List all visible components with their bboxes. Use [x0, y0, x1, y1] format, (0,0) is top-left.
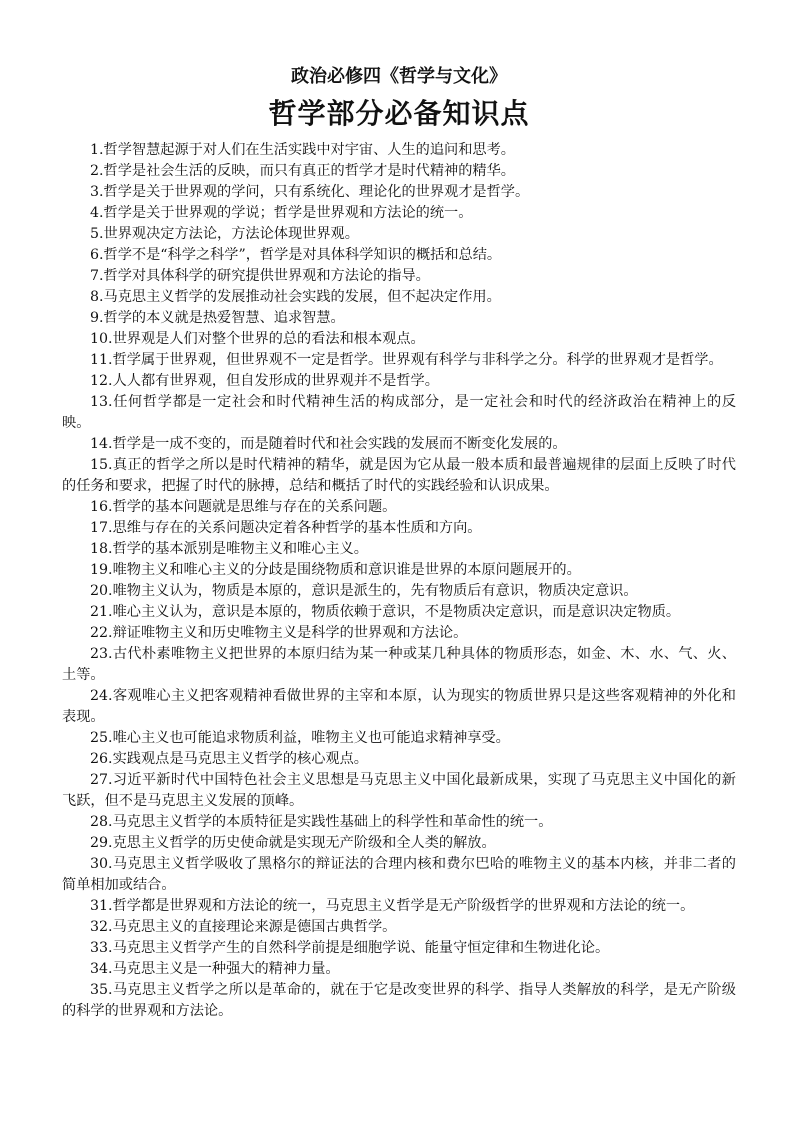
list-item: 19.唯物主义和唯心主义的分歧是围绕物质和意识谁是世界的本原问题展开的。 — [90, 562, 581, 578]
list-item: 7.哲学对具体科学的研究提供世界观和方法论的指导。 — [90, 268, 430, 284]
list-item: 35.马克思主义哲学之所以是革命的，就在于它是改变世界的科学、指导人类解放的科学，是无产阶级的科学的世界观和方法论。 — [62, 982, 736, 1019]
document-title: 哲学部分必备知识点 — [268, 97, 530, 130]
list-item: 31.哲学都是世界观和方法论的统一，马克思主义哲学是无产阶级哲学的世界观和方法论的统一。 — [90, 898, 695, 914]
list-item: 23.古代朴素唯物主义把世界的本原归结为某一种或某几种具体的物质形态，如金、木、水、气、火、土等。 — [62, 646, 736, 683]
list-item: 1.哲学智慧起源于对人们在生活实践中对宇宙、人生的追问和思考。 — [90, 142, 515, 158]
list-item: 18.哲学的基本派别是唯物主义和唯心主义。 — [90, 541, 368, 557]
list-item: 24.客观唯心主义把客观精神看做世界的主宰和本原，认为现实的物质世界只是这些客观精神的外化和表现。 — [62, 688, 736, 725]
list-item: 2.哲学是社会生活的反映，而只有真正的哲学才是时代精神的精华。 — [90, 163, 515, 179]
list-item: 20.唯物主义认为，物质是本原的，意识是派生的，先有物质后有意识，物质决定意识。 — [90, 583, 638, 599]
list-item: 17.思维与存在的关系问题决定着各种哲学的基本性质和方向。 — [90, 520, 482, 536]
list-item: 12.人人都有世界观，但自发形成的世界观并不是哲学。 — [90, 373, 439, 389]
list-item: 11.哲学属于世界观，但世界观不一定是哲学。世界观有科学与非科学之分。科学的世界观才是哲学。 — [90, 352, 723, 368]
list-item: 25.唯心主义也可能追求物质利益，唯物主义也可能追求精神享受。 — [90, 730, 510, 746]
document-page — [62, 64, 736, 1022]
list-item: 28.马克思主义哲学的本质特征是实践性基础上的科学性和革命性的统一。 — [90, 814, 553, 830]
list-item: 21.唯心主义认为，意识是本原的，物质依赖于意识，不是物质决定意识，而是意识决定物质。 — [90, 604, 681, 620]
list-item: 13.任何哲学都是一定社会和时代精神生活的构成部分，是一定社会和时代的经济政治在精神上的反映。 — [62, 394, 736, 431]
list-item: 3.哲学是关于世界观的学问，只有系统化、理论化的世界观才是哲学。 — [90, 184, 530, 200]
knowledge-point-list — [62, 140, 736, 1022]
list-item: 6.哲学不是“科学之科学”，哲学是对具体科学知识的概括和总结。 — [90, 247, 502, 263]
list-item: 33.马克思主义哲学产生的自然科学前提是细胞学说、能量守恒定律和生物进化论。 — [90, 940, 610, 956]
list-item: 10.世界观是人们对整个世界的总的看法和根本观点。 — [90, 331, 425, 347]
list-item: 22.辩证唯物主义和历史唯物主义是科学的世界观和方法论。 — [90, 625, 468, 641]
document-subtitle: 政治必修四《哲学与文化》 — [291, 66, 507, 87]
list-item: 16.哲学的基本问题就是思维与存在的关系问题。 — [90, 499, 397, 515]
list-item: 26.实践观点是马克思主义哲学的核心观点。 — [90, 751, 368, 767]
list-item: 34.马克思主义是一种强大的精神力量。 — [90, 961, 340, 977]
list-item: 29.克思主义哲学的历史使命就是实现无产阶级和全人类的解放。 — [90, 835, 496, 851]
list-item: 27.习近平新时代中国特色社会主义思想是马克思主义中国化最新成果，实现了马克思主义中国化的新飞跃，但不是马克思主义发展的顶峰。 — [62, 772, 736, 809]
list-item: 8.马克思主义哲学的发展推动社会实践的发展，但不起决定作用。 — [90, 289, 501, 305]
list-item: 32.马克思主义的直接理论来源是德国古典哲学。 — [90, 919, 397, 935]
list-item: 9.哲学的本义就是热爱智慧、追求智慧。 — [90, 310, 345, 326]
list-item: 15.真正的哲学之所以是时代精神的精华，就是因为它从最一般本质和最普遍规律的层面上反映了时代的任务和要求，把握了时代的脉搏，总结和概括了时代的实践经验和认识成果。 — [62, 457, 736, 494]
list-item: 5.世界观决定方法论，方法论体现世界观。 — [90, 226, 359, 242]
list-item: 14.哲学是一成不变的，而是随着时代和社会实践的发展而不断变化发展的。 — [90, 436, 567, 452]
list-item: 30.马克思主义哲学吸收了黑格尔的辩证法的合理内核和费尔巴哈的唯物主义的基本内核，并非二者的简单相加或结合。 — [62, 856, 736, 893]
list-item: 4.哲学是关于世界观的学说；哲学是世界观和方法论的统一。 — [90, 205, 473, 221]
